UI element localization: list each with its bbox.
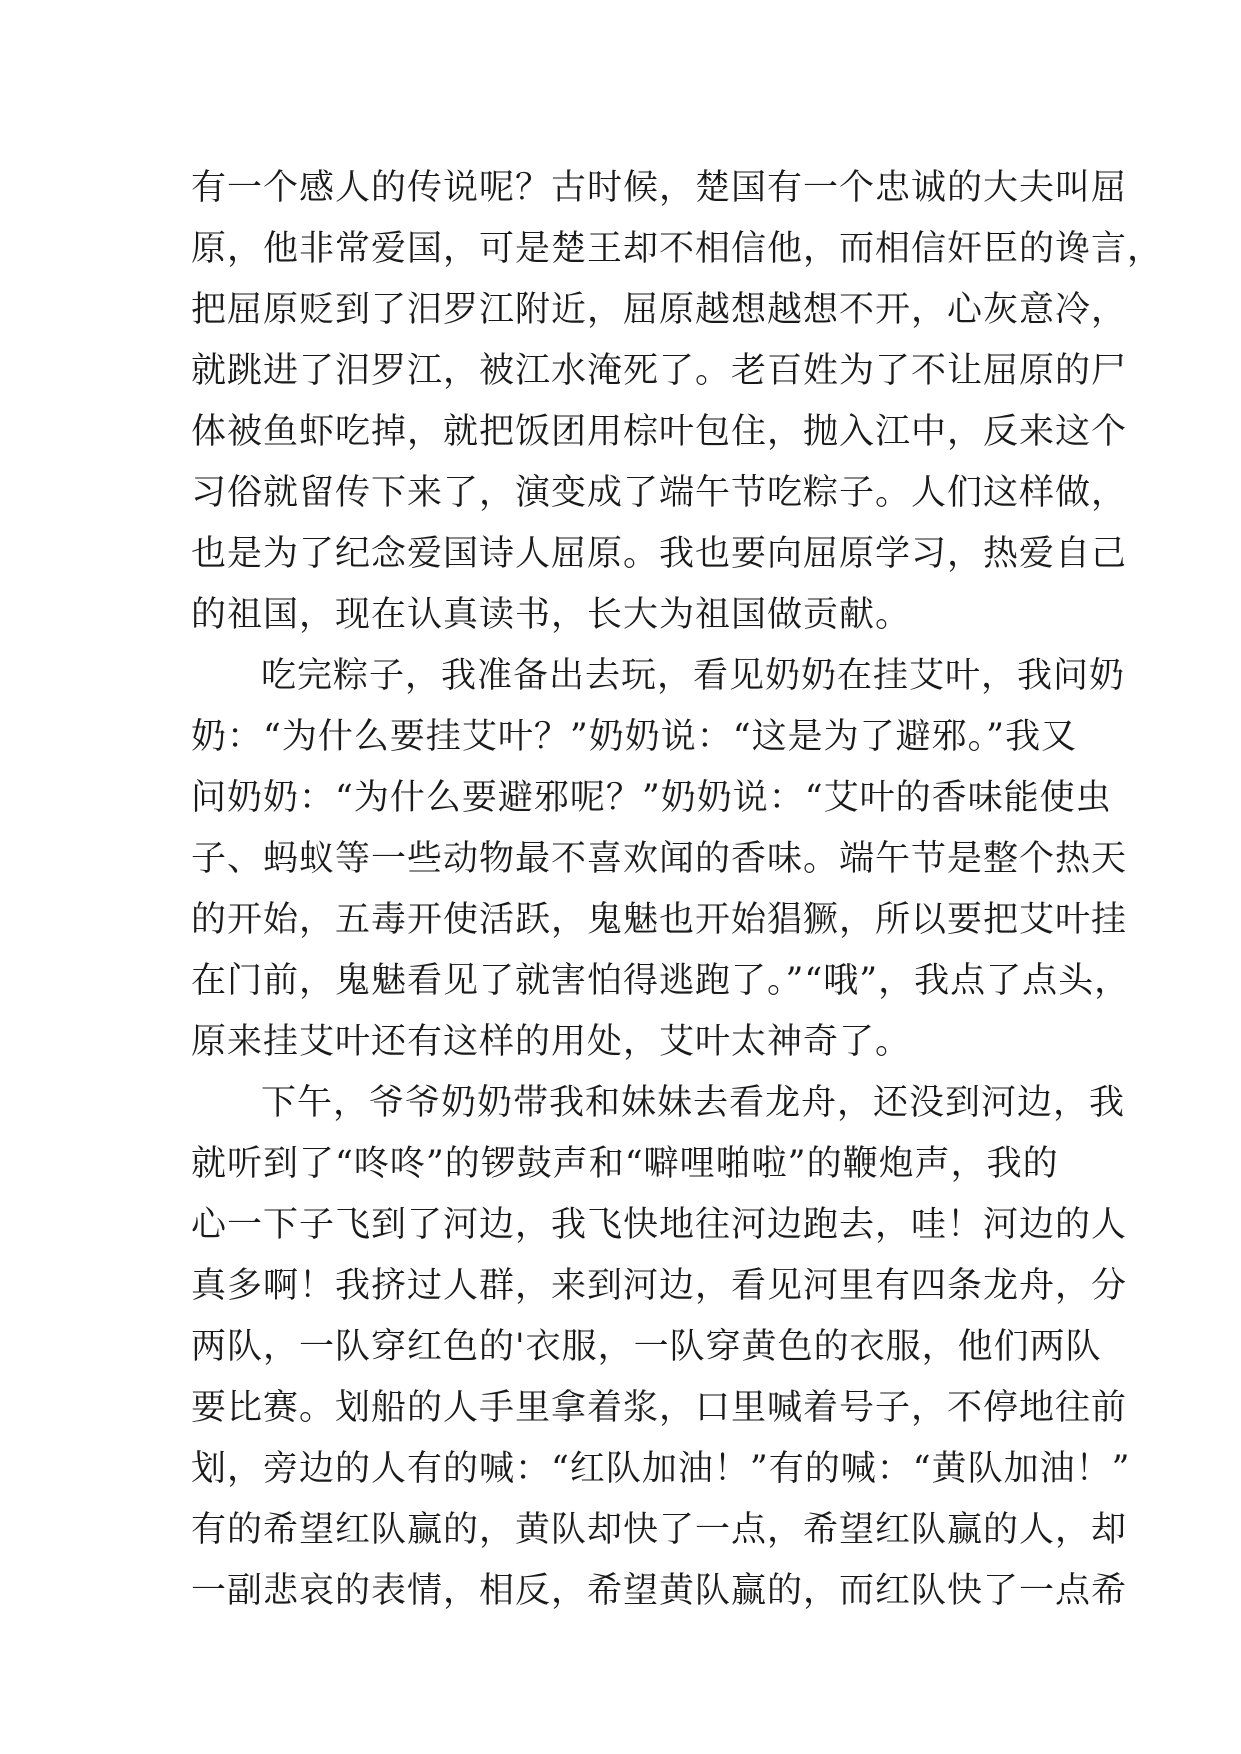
text-line: 真多啊！我挤过人群，来到河边，看见河里有四条龙舟，分 xyxy=(191,1266,1128,1306)
text-line: 体被鱼虾吃掉，就把饭团用棕叶包住，抛入江中，反来这个 xyxy=(191,412,1128,452)
text-line: 奶：“为什么要挂艾叶？”奶奶说：“这是为了避邪。”我又 xyxy=(191,717,1078,757)
text-line: 划，旁边的人有的喊：“红队加油！”有的喊：“黄队加油！” xyxy=(191,1449,1131,1489)
paragraph-first-line: 吃完粽子，我准备出去玩，看见奶奶在挂艾叶，我问奶 xyxy=(261,656,1126,696)
body-text xyxy=(191,158,1164,1622)
text-line: 原来挂艾叶还有这样的用处，艾叶太神奇了。 xyxy=(191,1022,912,1062)
text-line: 就听到了“咚咚”的锣鼓声和“噼哩啪啦”的鞭炮声，我的 xyxy=(191,1144,1059,1184)
text-line: 习俗就留传下来了，演变成了端午节吃粽子。人们这样做， xyxy=(191,473,1128,513)
text-line: 就跳进了汨罗江，被江水淹死了。老百姓为了不让屈原的尸 xyxy=(191,351,1128,391)
text-line: 要比赛。划船的人手里拿着浆，口里喊着号子，不停地往前 xyxy=(191,1388,1128,1428)
text-line: 心一下子飞到了河边，我飞快地往河边跑去，哇！河边的人 xyxy=(191,1205,1128,1245)
text-line: 原，他非常爱国，可是楚王却不相信他，而相信奸臣的谗言， xyxy=(191,229,1164,269)
text-line: 的祖国，现在认真读书，长大为祖国做贡献。 xyxy=(191,595,912,635)
text-line: 有的希望红队赢的，黄队却快了一点，希望红队赢的人，却 xyxy=(191,1510,1128,1550)
text-line: 的开始，五毒开使活跃，鬼魅也开始猖獗，所以要把艾叶挂 xyxy=(191,900,1128,940)
paragraph-first-line: 下午，爷爷奶奶带我和妹妹去看龙舟，还没到河边，我 xyxy=(261,1083,1126,1123)
text-line: 在门前，鬼魅看见了就害怕得逃跑了。”“哦”，我点了点头， xyxy=(191,961,1131,1001)
text-line: 一副悲哀的表情，相反，希望黄队赢的，而红队快了一点希 xyxy=(191,1571,1128,1611)
text-line: 问奶奶：“为什么要避邪呢？”奶奶说：“艾叶的香味能使虫 xyxy=(191,778,1112,818)
text-line: 有一个感人的传说呢？古时候，楚国有一个忠诚的大夫叫屈 xyxy=(191,168,1128,208)
text-line: 子、蚂蚁等一些动物最不喜欢闻的香味。端午节是整个热天 xyxy=(191,839,1128,879)
text-line: 把屈原贬到了汨罗江附近，屈原越想越想不开，心灰意冷， xyxy=(191,290,1128,330)
text-line: 两队，一队穿红色的'衣服，一队穿黄色的衣服，他们两队 xyxy=(191,1327,1102,1367)
text-line: 也是为了纪念爱国诗人屈原。我也要向屈原学习，热爱自己 xyxy=(191,534,1128,574)
